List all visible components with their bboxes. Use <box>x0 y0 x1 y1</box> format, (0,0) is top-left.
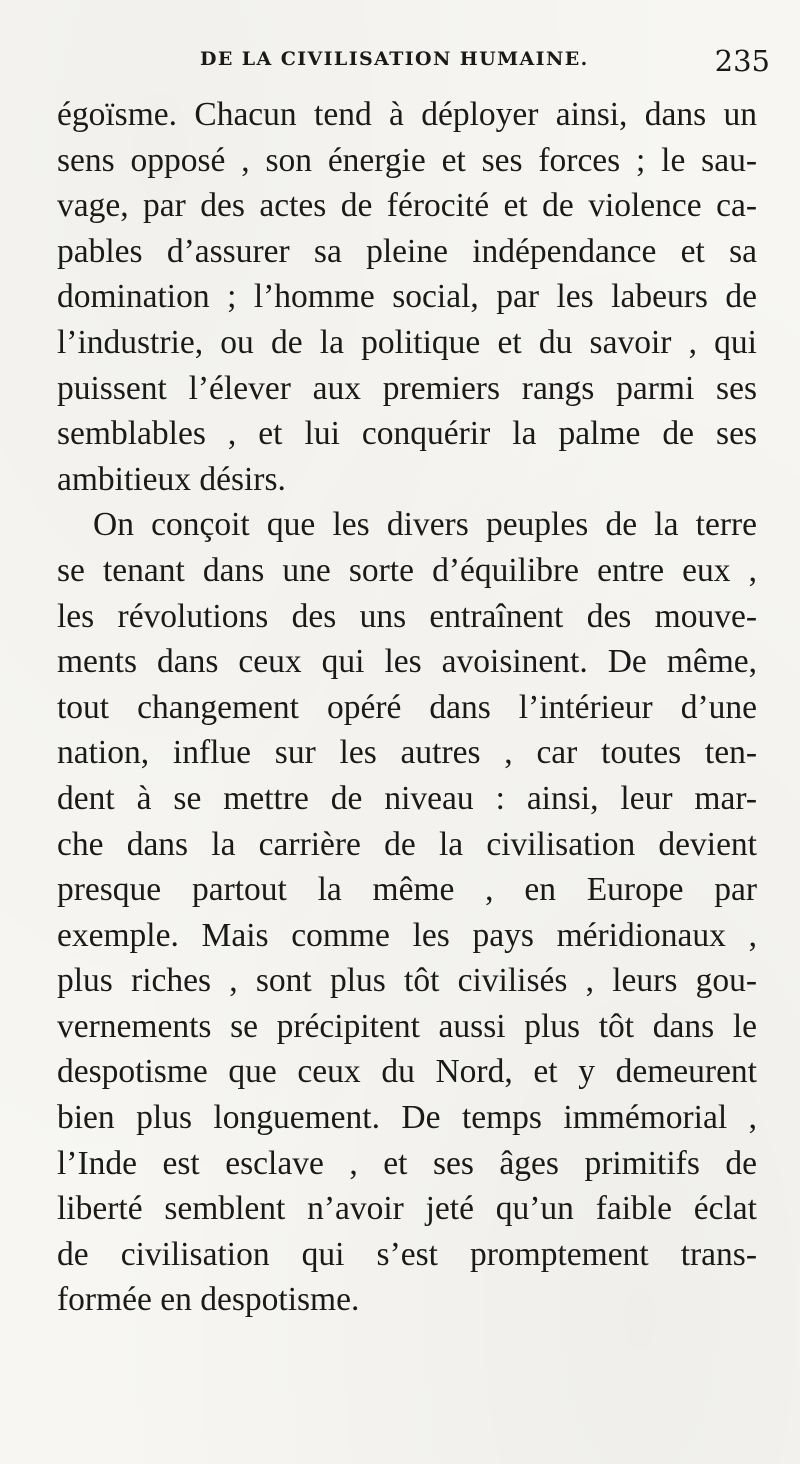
paragraph-1 <box>57 92 757 502</box>
text-line: semblables , et lui conquérir la palme de ses <box>57 415 757 453</box>
text-line: exemple. Mais comme les pays méridionaux , <box>57 916 757 954</box>
text-line: despotisme que ceux du Nord, et y demeurent <box>57 1053 757 1091</box>
text-line: liberté semblent n’avoir jeté qu’un faible éclat <box>57 1190 757 1228</box>
text-line: vernements se précipitent aussi plus tôt dans le <box>57 1007 757 1045</box>
text-line: bien plus longuement. De temps immémorial , <box>57 1099 757 1137</box>
text-line: ments dans ceux qui les avoisinent. De même, <box>57 643 757 681</box>
paragraph-2 <box>57 502 757 1323</box>
text-line: plus riches , sont plus tôt civilisés , leurs gou- <box>57 962 757 1000</box>
running-head <box>60 44 770 88</box>
text-line: l’industrie, ou de la politique et du savoir , qui <box>57 323 757 361</box>
text-line: de civilisation qui s’est promptement trans- <box>57 1235 757 1273</box>
text-line: sens opposé , son énergie et ses forces ; le sau- <box>57 141 757 179</box>
text-line: dent à se mettre de niveau : ainsi, leur mar- <box>57 779 757 817</box>
text-line: nation, influe sur les autres , car toutes ten- <box>57 734 757 772</box>
text-line: tout changement opéré dans l’intérieur d’une <box>57 688 757 726</box>
text-line: se tenant dans une sorte d’équilibre entre eux , <box>57 551 757 589</box>
text-line: presque partout la même , en Europe par <box>57 871 757 909</box>
text-line: On conçoit que les divers peuples de la terre <box>93 506 757 544</box>
text-line: pables d’assurer sa pleine indépendance et sa <box>57 232 757 270</box>
body-text <box>57 92 757 1323</box>
text-line: che dans la carrière de la civilisation devient <box>57 825 757 863</box>
text-line: l’Inde est esclave , et ses âges primitifs de <box>57 1144 757 1182</box>
text-line: les révolutions des uns entraînent des mouve- <box>57 597 757 635</box>
text-line: ambitieux désirs. <box>57 460 286 498</box>
text-line: égoïsme. Chacun tend à déployer ainsi, dans un <box>57 96 757 133</box>
text-line: domination ; l’homme social, par les labeurs de <box>57 278 757 316</box>
running-title: DE LA CIVILISATION HUMAINE. <box>200 48 589 70</box>
text-line: vage, par des actes de férocité et de violence ca- <box>57 187 757 225</box>
text-line: puissent l’élever aux premiers rangs parmi ses <box>57 369 757 407</box>
page-number: 235 <box>714 44 770 78</box>
text-line: formée en despotisme. <box>57 1281 360 1319</box>
